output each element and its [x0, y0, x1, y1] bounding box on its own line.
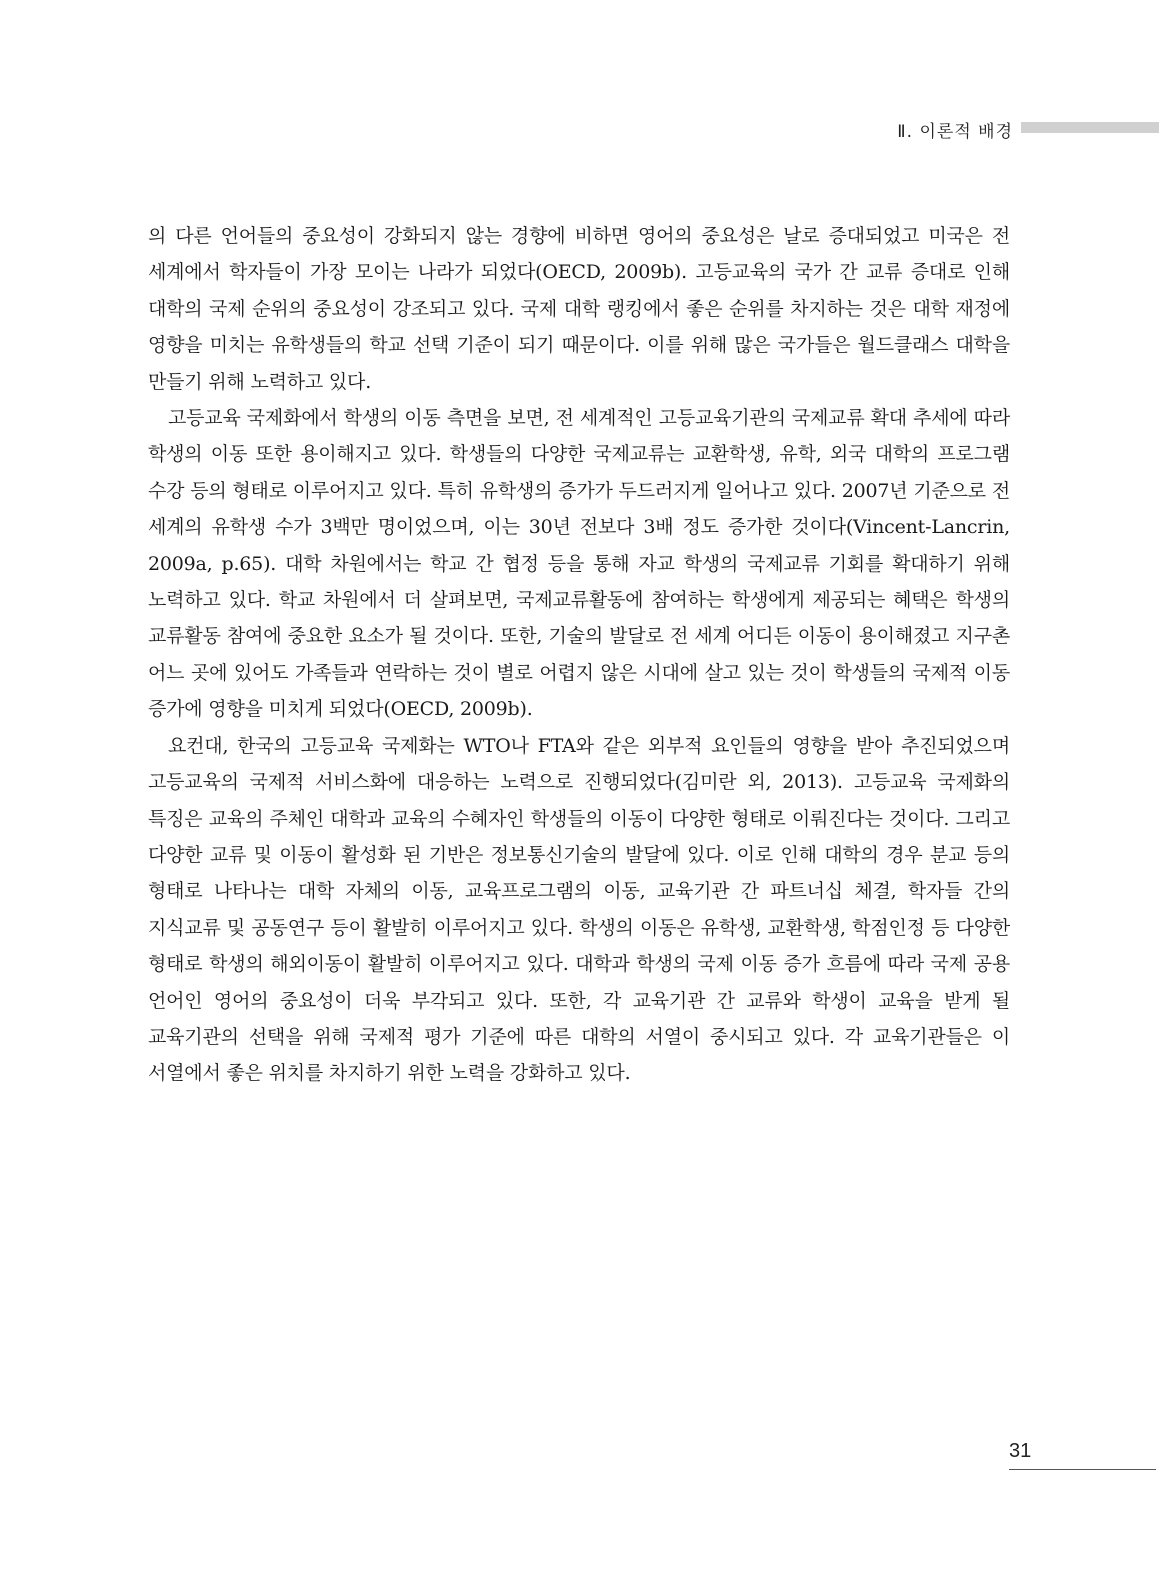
paragraph-student-mobility: 고등교육 국제화에서 학생의 이동 측면을 보면, 전 세계적인 고등교육기관의 국제교류 확대 추세에 따라 학생의 이동 또한 용이해지고 있다. 학생들의 다양한 국제교류는 교환학생, 유학, 외국 대학의 프로그램 수강 등의 형태로 이루어지고 있다. 특히 유학생의 증가가 두드러지게 일어나고 있다. 2007년 기준으로 전 세계의 유학생 수가 3백만 명이었으며, 이는 30년 전보다 3배 정도 증가한 것이다(Vincent-Lancrin, 2009a, p.65). 대학 차원에서는 학교 간 협정 등을 통해 자교 학생의 국제교류 기회를 확대하기 위해 노력하고 있다. 학교 차원에서 더 살펴보면, 국제교류활동에 참여하는 학생에게 제공되는 혜택은 학생의 교류활동 참여에 중요한 요소가 될 것이다. 또한, 기술의 발달로 전 세계 어디든 이동이 용이해졌고 지구촌 어느 곳에 있어도 가족들과 연락하는 것이 별로 어렵지 않은 시대에 살고 있는 것이 학생들의 국제적 이동 증가에 영향을 미치게 되었다(OECD, 2009b). [148, 407, 1010, 721]
paragraph-summary: 요컨대, 한국의 고등교육 국제화는 WTO나 FTA와 같은 외부적 요인들의 영향을 받아 추진되었으며 고등교육의 국제적 서비스화에 대응하는 노력으로 진행되었다(김미란 외, 2013). 고등교육 국제화의 특징은 교육의 주체인 대학과 교육의 수혜자인 학생들의 이동이 다양한 형태로 이뤄진다는 것이다. 그리고 다양한 교류 및 이동이 활성화 된 기반은 정보통신기술의 발달에 있다. 이로 인해 대학의 경우 분교 등의 형태로 나타나는 대학 자체의 이동, 교육프로그램의 이동, 교육기관 간 파트너십 체결, 학자들 간의 지식교류 및 공동연구 등이 활발히 이루어지고 있다. 학생의 이동은 유학생, 교환학생, 학점인정 등 다양한 형태로 학생의 해외이동이 활발히 이루어지고 있다. 대학과 학생의 국제 이동 증가 흐름에 따라 국제 공용 언어인 영어의 중요성이 더욱 부각되고 있다. 또한, 각 교육기관 간 교류와 학생이 교육을 받게 될 교육기관의 선택을 위해 국제적 평가 기준에 따른 대학의 서열이 중시되고 있다. 각 교육기관들은 이 서열에서 좋은 위치를 차지하기 위한 노력을 강화하고 있다. [148, 734, 1010, 1085]
running-header-title: Ⅱ. 이론적 배경 [897, 122, 1013, 142]
paragraph-continued: 의 다른 언어들의 중요성이 강화되지 않는 경향에 비하면 영어의 중요성은 날로 증대되었고 미국은 전 세계에서 학자들이 가장 모이는 나라가 되었다(OECD, 2009b). 고등교육의 국가 간 교류 증대로 인해 대학의 국제 순위의 중요성이 강조되고 있다. 국제 대학 랭킹에서 좋은 순위를 차지하는 것은 대학 재정에 영향을 미치는 유학생들의 학교 선택 기준이 되기 때문이다. 이를 위해 많은 국가들은 월드클래스 대학을 만들기 위해 노력하고 있다. [148, 225, 1010, 393]
page-number: 31 [1009, 1440, 1032, 1462]
header-decorative-bar [1021, 122, 1159, 133]
body-text [148, 218, 1010, 1092]
footer-rule [1009, 1469, 1156, 1470]
